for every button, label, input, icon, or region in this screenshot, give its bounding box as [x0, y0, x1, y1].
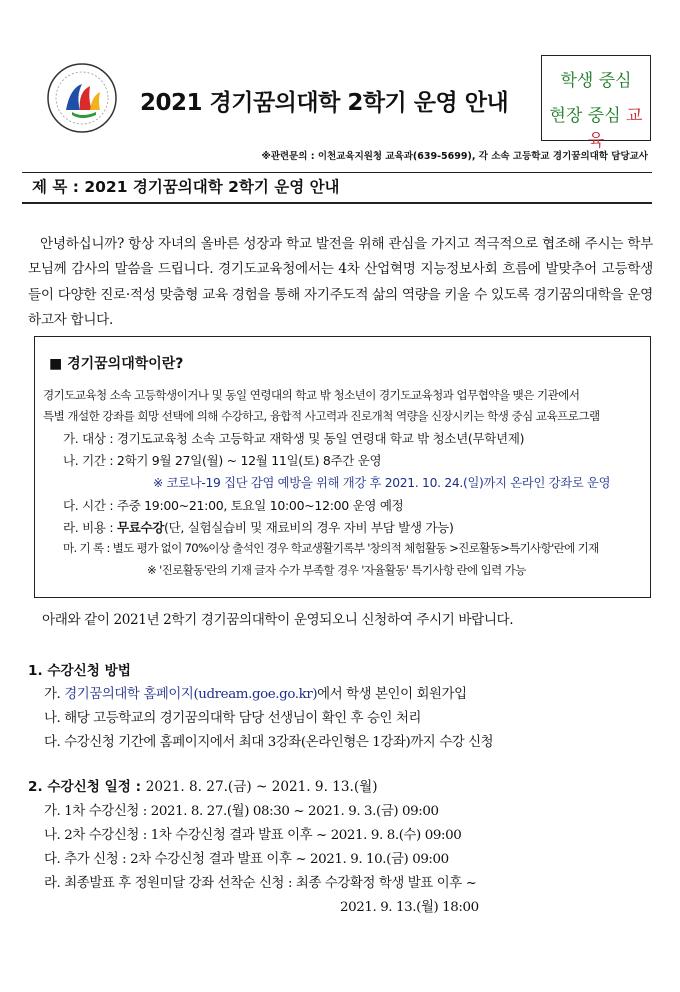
subject-text: 2021 경기꿈의대학 2학기 운영 안내: [84, 178, 340, 196]
section-2-title: [28, 775, 378, 795]
subject-label: 제 목 :: [32, 178, 85, 196]
section-2-title-text: 2. 수강신청 일정 :: [28, 779, 146, 795]
motto-line-1: 학생 중심: [560, 71, 632, 91]
motto-line-2: [542, 101, 650, 151]
motto-line-2-highlight: 교육: [587, 106, 643, 151]
info-cost-prefix: 라. 비용 :: [63, 520, 117, 535]
info-cost-free: 무료수강: [116, 520, 165, 535]
section-1-title: 1. 수강신청 방법: [28, 663, 131, 679]
info-cost-detail: (단, 실험실습비 및 재료비의 경우 자비 부담 발생 가능): [164, 520, 454, 535]
subject-line: [22, 172, 652, 204]
info-target: 가. 대상 : 경기도교육청 소속 고등학교 재학생 및 동일 연령대 학교 밖 청소년(무학년제): [63, 431, 525, 446]
section-2-item-d: 라. 최종발표 후 정원미달 강좌 선착순 신청 : 최종 수강확정 학생 발표 이후 ~: [44, 876, 477, 891]
section-2-item-c: 다. 추가 신청 : 2차 수강신청 결과 발표 이후 ~ 2021. 9. 10.(금) 09:00: [44, 852, 449, 867]
program-description: [43, 385, 648, 427]
section-2-period: 2021. 8. 27.(금) ~ 2021. 9. 13.(월): [145, 779, 378, 795]
info-record-note: ※ '진로활동'란의 기재 글자 수가 부족할 경우 '자율활동' 특기사항 란에 입력 가능: [147, 563, 526, 577]
contact-info: ※관련문의 : 이천교육지원청 교육과(639-5699), 각 소속 고등학교 경기꿈의대학 담당교사: [261, 151, 648, 162]
info-period-note: ※ 코로나-19 집단 감염 예방을 위해 개강 후 2021. 10. 24.(일)까지 온라인 강좌로 운영: [153, 476, 611, 490]
section-1-item-c: 다. 수강신청 기간에 홈페이지에서 최대 3강좌(온라인형은 1강좌)까지 수강 신청: [44, 735, 494, 750]
apply-request-text: 아래와 같이 2021년 2학기 경기꿈의대학이 운영되오니 신청하여 주시기 바랍니다.: [42, 612, 514, 628]
education-office-emblem: [46, 62, 118, 134]
info-record: 마. 기 록 : 별도 평가 없이 70%이상 출석인 경우 학교생활기록부 '창의적 체험활동 >진로활동>특기사항'란에 기재: [63, 541, 599, 555]
info-time: 다. 시간 : 주중 19:00~21:00, 토요일 10:00~12:00 운영 예정: [63, 498, 404, 513]
motto-line-2-text: 현장 중심: [549, 106, 627, 126]
section-1-item-a-rest: 에서 학생 본인이 회원가입: [317, 687, 467, 702]
program-description-line: 경기도교육청 소속 고등학생이거나 및 동일 연령대의 학교 밖 청소년이 경기도교육청과 업무협약을 맺은 기관에서: [43, 388, 580, 402]
info-cost: [63, 518, 454, 536]
document-title: 2021 경기꿈의대학 2학기 운영 안내: [140, 90, 509, 116]
section-2-item-d-continued: 2021. 9. 13.(월) 18:00: [340, 900, 479, 915]
motto-stamp: [541, 55, 651, 151]
homepage-link[interactable]: 경기꿈의대학 홈페이지(udream.goe.go.kr): [64, 687, 318, 702]
program-info-heading: ■ 경기꿈의대학이란?: [49, 356, 184, 372]
section-1-item-b: 나. 해당 고등학교의 경기꿈의대학 담당 선생님이 확인 후 승인 처리: [44, 711, 422, 726]
intro-paragraph: 안녕하십니까? 항상 자녀의 올바른 성장과 학교 발전을 위해 관심을 가지고 적극적으로 협조해 주시는 학부모님께 감사의 말씀을 드립니다. 경기도교육청에서는 4차 산업혁명 지능정보사회 흐름에 발맞추어 고등학생들이 다양한 진로·적성 맞춤형 교육 경험을 통해 자기주도적 삶의 역량을 키울 수 있도록 경기꿈의대학을 운영하고자 합니다.: [28, 236, 653, 328]
section-2-item-a: 가. 1차 수강신청 : 2021. 8. 27.(월) 08:30 ~ 2021. 9. 3.(금) 09:00: [44, 804, 439, 819]
section-2-item-b: 나. 2차 수강신청 : 1차 수강신청 결과 발표 이후 ~ 2021. 9. 8.(수) 09:00: [44, 828, 462, 843]
info-period: 나. 기간 : 2학기 9월 27일(월) ~ 12월 11일(토) 8주간 운영: [63, 453, 382, 468]
section-1-item-a: [44, 683, 467, 702]
section-1-item-a-prefix: 가.: [44, 687, 65, 702]
program-description-line: 특별 개설한 강좌를 희망 선택에 의해 수강하고, 융합적 사고력과 진로개척 역량을 신장시키는 학생 중심 교육프로그램: [43, 409, 600, 423]
program-info-box: [34, 336, 651, 598]
